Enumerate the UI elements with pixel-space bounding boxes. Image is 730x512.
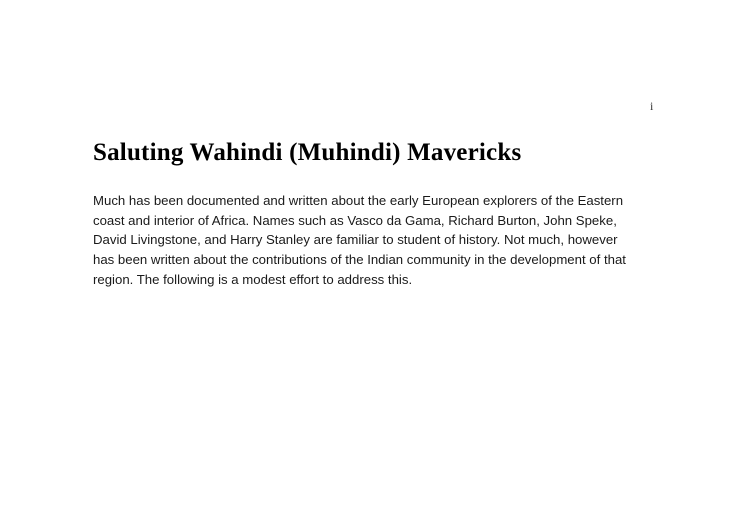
page-number: i xyxy=(650,99,654,113)
body-paragraph: Much has been documented and written about the early European explorers of the Eastern coast and interior of Africa. Names such as Vasco da Gama, Richard Burton, John Speke, David Livingstone, and Harry Stanley are familiar to student of history. Not much, however has been written about the contributions of the Indian community in the development of that region. The following is a modest effort to address this. xyxy=(93,193,626,287)
page-title: Saluting Wahindi (Muhindi) Mavericks xyxy=(93,138,522,166)
